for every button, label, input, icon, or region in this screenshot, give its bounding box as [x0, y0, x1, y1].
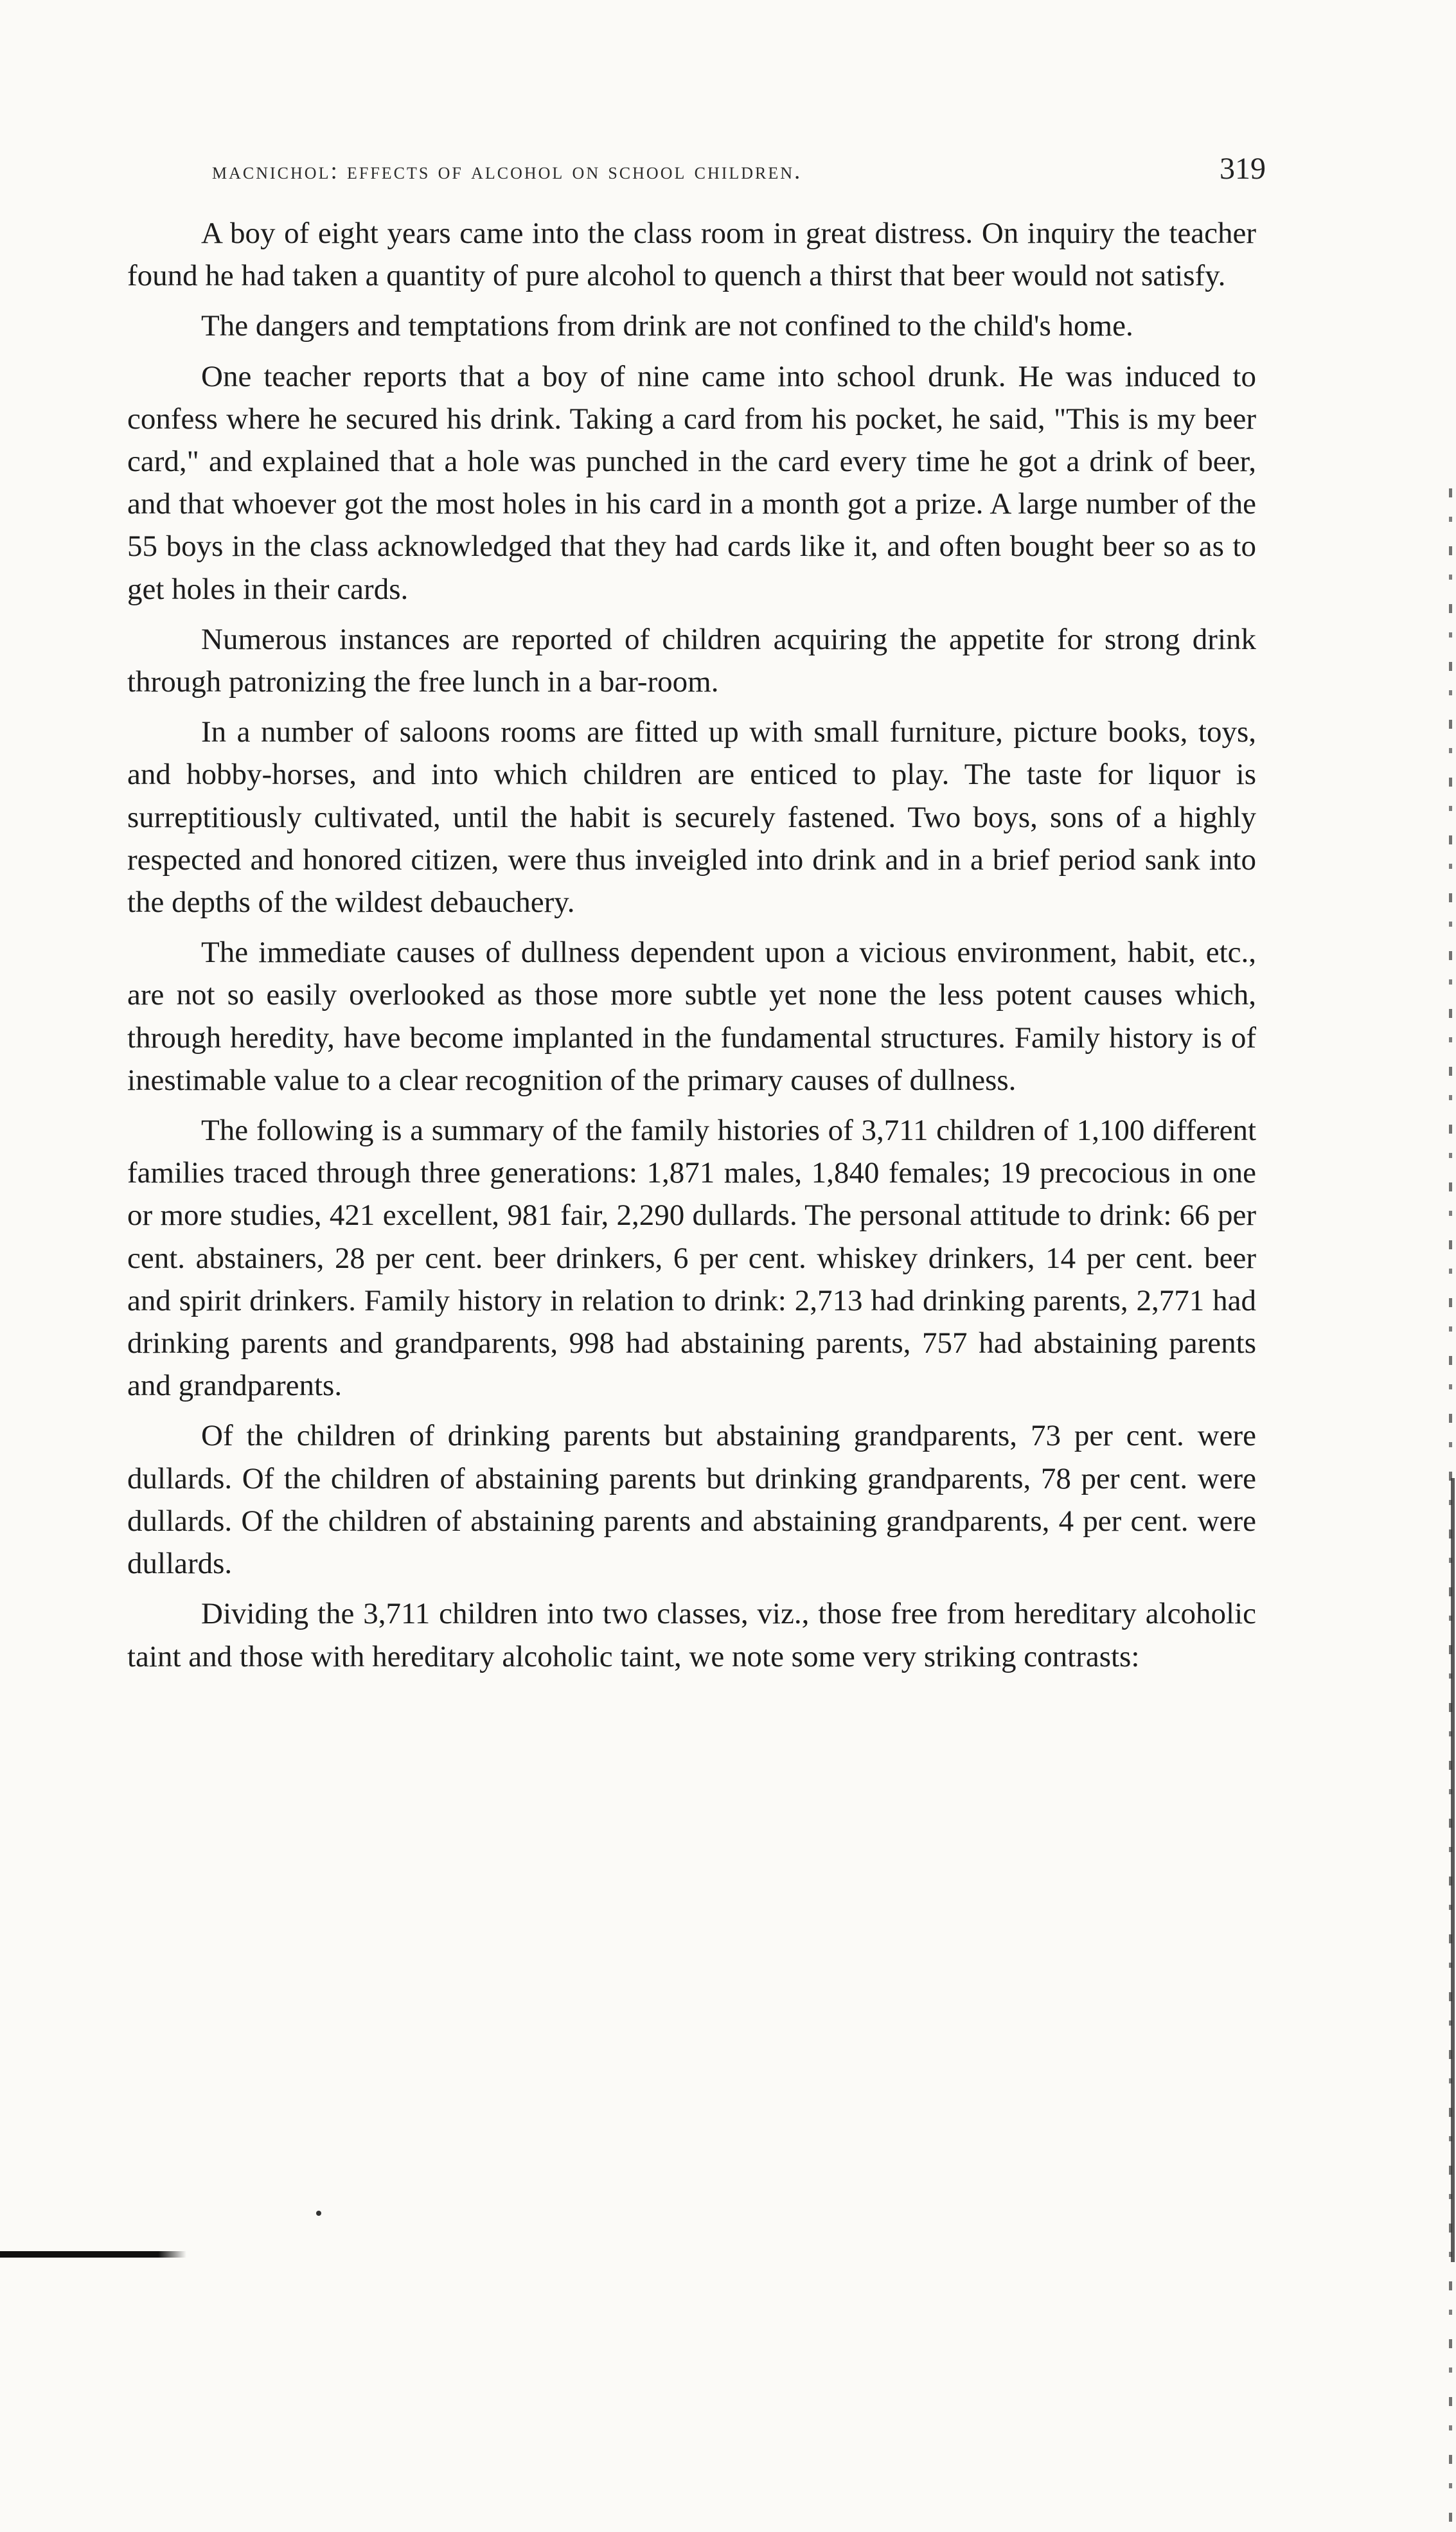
paragraph-5: In a number of saloons rooms are fitted up with small furniture, picture books, toys, and hobby-horses, and into which children are enticed to play. The taste for liquor is surreptitiously cultivated, until the habit is securely fastened. Two boys, sons of a highly respected and honored citizen, were thus inveigled into drink and in a brief period sank into the depths of the wildest debauchery.	[127, 715, 1256, 920]
paragraph-8: Of the children of drinking parents but abstaining grandparents, 73 per cent. were dullards. Of the children of abstaining parents but drinking grandparents, 78 per cent. were dullards. Of the children of abstaining parents and abstaining grandparents, 4 per cent. were dullards.	[127, 1419, 1256, 1581]
paragraph-2: The dangers and temptations from drink are not confined to the child's home.	[201, 309, 1133, 343]
paragraph-9: Dividing the 3,711 children into two classes, viz., those free from hereditary alcoholic taint and those with hereditary alcoholic taint, we note some very striking contrasts:	[127, 1597, 1256, 1673]
page-number: 319	[1220, 152, 1266, 186]
paragraph-3: One teacher reports that a boy of nine came into school drunk. He was induced to confess where he secured his drink. Taking a card from his pocket, he said, "This is my beer card," and explained that a hole was punched in the card every time he got a drink of beer, and that whoever got the most holes in his card in a month got a prize. A large number of the 55 boys in the class acknowledged that they had cards like it, and often bought beer so as to get holes in their cards.	[127, 359, 1256, 606]
body-text	[127, 212, 1256, 1686]
scan-edge-line	[1451, 1478, 1455, 2262]
paragraph-4: Numerous instances are reported of children acquiring the appetite for strong drink through patronizing the free lunch in a bar-room.	[127, 622, 1256, 699]
ink-dot	[316, 2211, 321, 2216]
paragraph-6: The immediate causes of dullness dependent upon a vicious environment, habit, etc., are not so easily overlooked as those more subtle yet none the less potent causes which, through heredity, have become implanted in the fundamental structures. Family history is of inestimable value to a clear recognition of the primary causes of dullness.	[127, 936, 1256, 1097]
running-head-title: macnichol: effects of alcohol on school children.	[212, 158, 803, 184]
paragraph-1: A boy of eight years came into the class room in great distress. On inquiry the teacher found he had taken a quantity of pure alcohol to quench a thirst that beer would not satisfy.	[127, 217, 1256, 293]
paragraph-7: The following is a summary of the family histories of 3,711 children of 1,100 different families traced through three generations: 1,871 males, 1,840 females; 19 precocious in one or more studies, 421 excellent, 981 fair, 2,290 dullards. The personal attitude to drink: 66 per cent. abstainers, 28 per cent. beer drinkers, 6 per cent. whiskey drinkers, 14 per cent. beer and spirit drinkers. Family history in relation to drink: 2,713 had drinking parents, 2,771 had drinking parents and grandparents, 998 had abstaining parents, 757 had abstaining parents and grandparents.	[127, 1114, 1256, 1403]
scan-bottom-mark	[0, 2251, 186, 2258]
running-head	[212, 151, 1266, 196]
